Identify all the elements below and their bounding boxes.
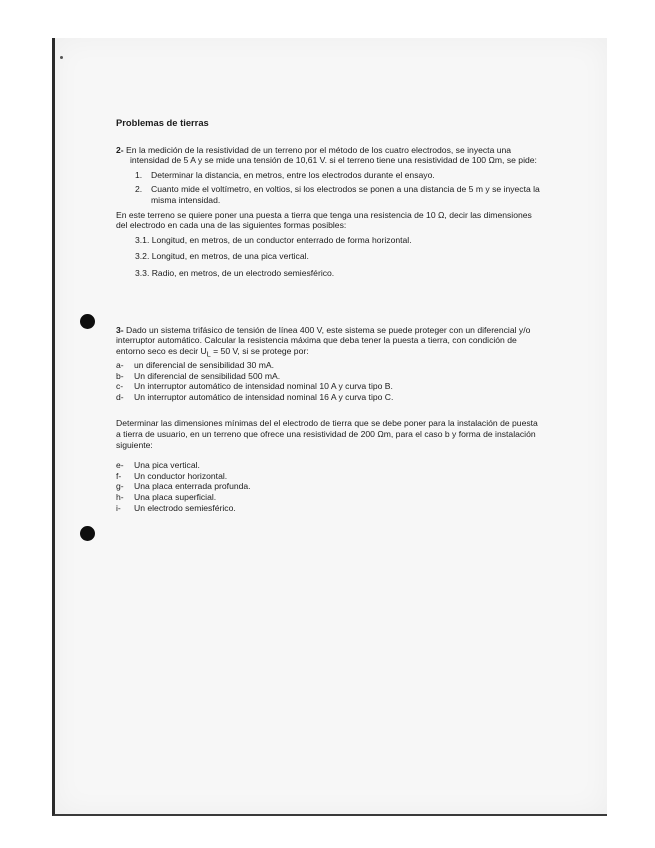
question-text: Determinar la distancia, en metros, entre los electrodos durante el ensayo. <box>151 169 435 180</box>
option-letter: d- <box>116 391 124 402</box>
form-text: Una placa enterrada profunda. <box>134 481 251 492</box>
problem-2-intro-text: En la medición de la resistividad de un terreno por el método de los cuatro electrodos, se inyecta una intensidad de 5 A y se mide una tensión de 10,61 V. si el terreno tiene una resistividad de 100 Ωm, se pide: <box>126 144 537 166</box>
form-letter: e- <box>116 460 124 471</box>
option-item <box>116 371 542 382</box>
voltage-subscript: L <box>206 350 211 359</box>
form-item <box>116 503 542 514</box>
option-letter: a- <box>116 360 124 371</box>
punch-hole-lower <box>80 526 95 541</box>
page-title: Problemas de tierras <box>116 117 209 128</box>
problem-3-number: 3- <box>116 324 124 335</box>
punch-hole-upper <box>80 314 95 329</box>
option-text: un diferencial de sensibilidad 30 mA. <box>134 360 274 371</box>
problem-3-protection-options <box>116 360 542 402</box>
problem-2-intro <box>116 145 542 166</box>
option-text: Un interruptor automático de intensidad nominal 16 A y curva tipo C. <box>134 391 394 402</box>
question-number: 1. <box>135 169 143 180</box>
option-letter: b- <box>116 370 124 381</box>
form-item <box>116 492 542 503</box>
problem-2-number: 2- <box>116 144 124 155</box>
option-text: Un interruptor automático de intensidad nominal 10 A y curva tipo B. <box>134 381 393 392</box>
scan-speck <box>60 56 63 59</box>
question-text: Cuanto mide el voltímetro, en voltios, si los electrodos se ponen a una distancia de 5 m y se inyecta la misma intensidad. <box>151 184 540 205</box>
subquestion: 3.3. Radio, en metros, de un electrodo semiesférico. <box>135 267 335 278</box>
problem-3-paragraph: Determinar las dimensiones mínimas del el electrodo de tierra que se debe poner para la instalación de puesta a tierra de usuario, en un terreno que ofrece una resistividad de 200 Ωm, para el caso b y forma de instalación siguiente: <box>116 418 538 450</box>
problem-3-intro-text: Dado un sistema trifásico de tensión de línea 400 V, este sistema se puede proteger con un diferencial y/o interruptor automático. Calcular la resistencia máxima que deba tener la puesta a tierra, con condición de entorno seco es decir U <box>116 324 531 356</box>
form-item <box>116 471 542 482</box>
form-letter: h- <box>116 491 124 502</box>
question-number: 2. <box>135 184 143 195</box>
option-text: Un diferencial de sensibilidad 500 mA. <box>134 370 281 381</box>
form-letter: f- <box>116 470 122 481</box>
form-letter: i- <box>116 502 121 513</box>
subquestion: 3.2. Longitud, en metros, de una pica vertical. <box>135 251 309 262</box>
option-letter: c- <box>116 381 124 392</box>
option-item <box>116 392 542 403</box>
form-text: Un conductor horizontal. <box>134 470 228 481</box>
problem-2-questions <box>116 170 542 206</box>
problem-2-question <box>116 184 542 205</box>
option-item <box>116 360 542 371</box>
problem-2-question <box>116 170 542 181</box>
form-item <box>116 481 542 492</box>
subquestion: 3.1. Longitud, en metros, de un conductor enterrado de forma horizontal. <box>135 234 412 245</box>
option-item <box>116 381 542 392</box>
problem-2-subquestions <box>116 235 542 279</box>
problem-3-intro <box>116 325 542 361</box>
document-body <box>116 118 542 513</box>
form-text: Una placa superficial. <box>134 491 217 502</box>
form-item <box>116 460 542 471</box>
problem-2-paragraph: En este terreno se quiere poner una puesta a tierra que tenga una resistencia de 10 Ω, decir las dimensiones del electrodo en cada una de las siguientes formas posibles: <box>116 209 532 231</box>
form-text: Un electrodo semiesférico. <box>134 502 236 513</box>
form-text: Una pica vertical. <box>134 460 200 471</box>
problem-3-installation-forms <box>116 460 542 513</box>
form-letter: g- <box>116 481 124 492</box>
problem-3-intro-end: = 50 V, si se protege por: <box>210 345 309 356</box>
